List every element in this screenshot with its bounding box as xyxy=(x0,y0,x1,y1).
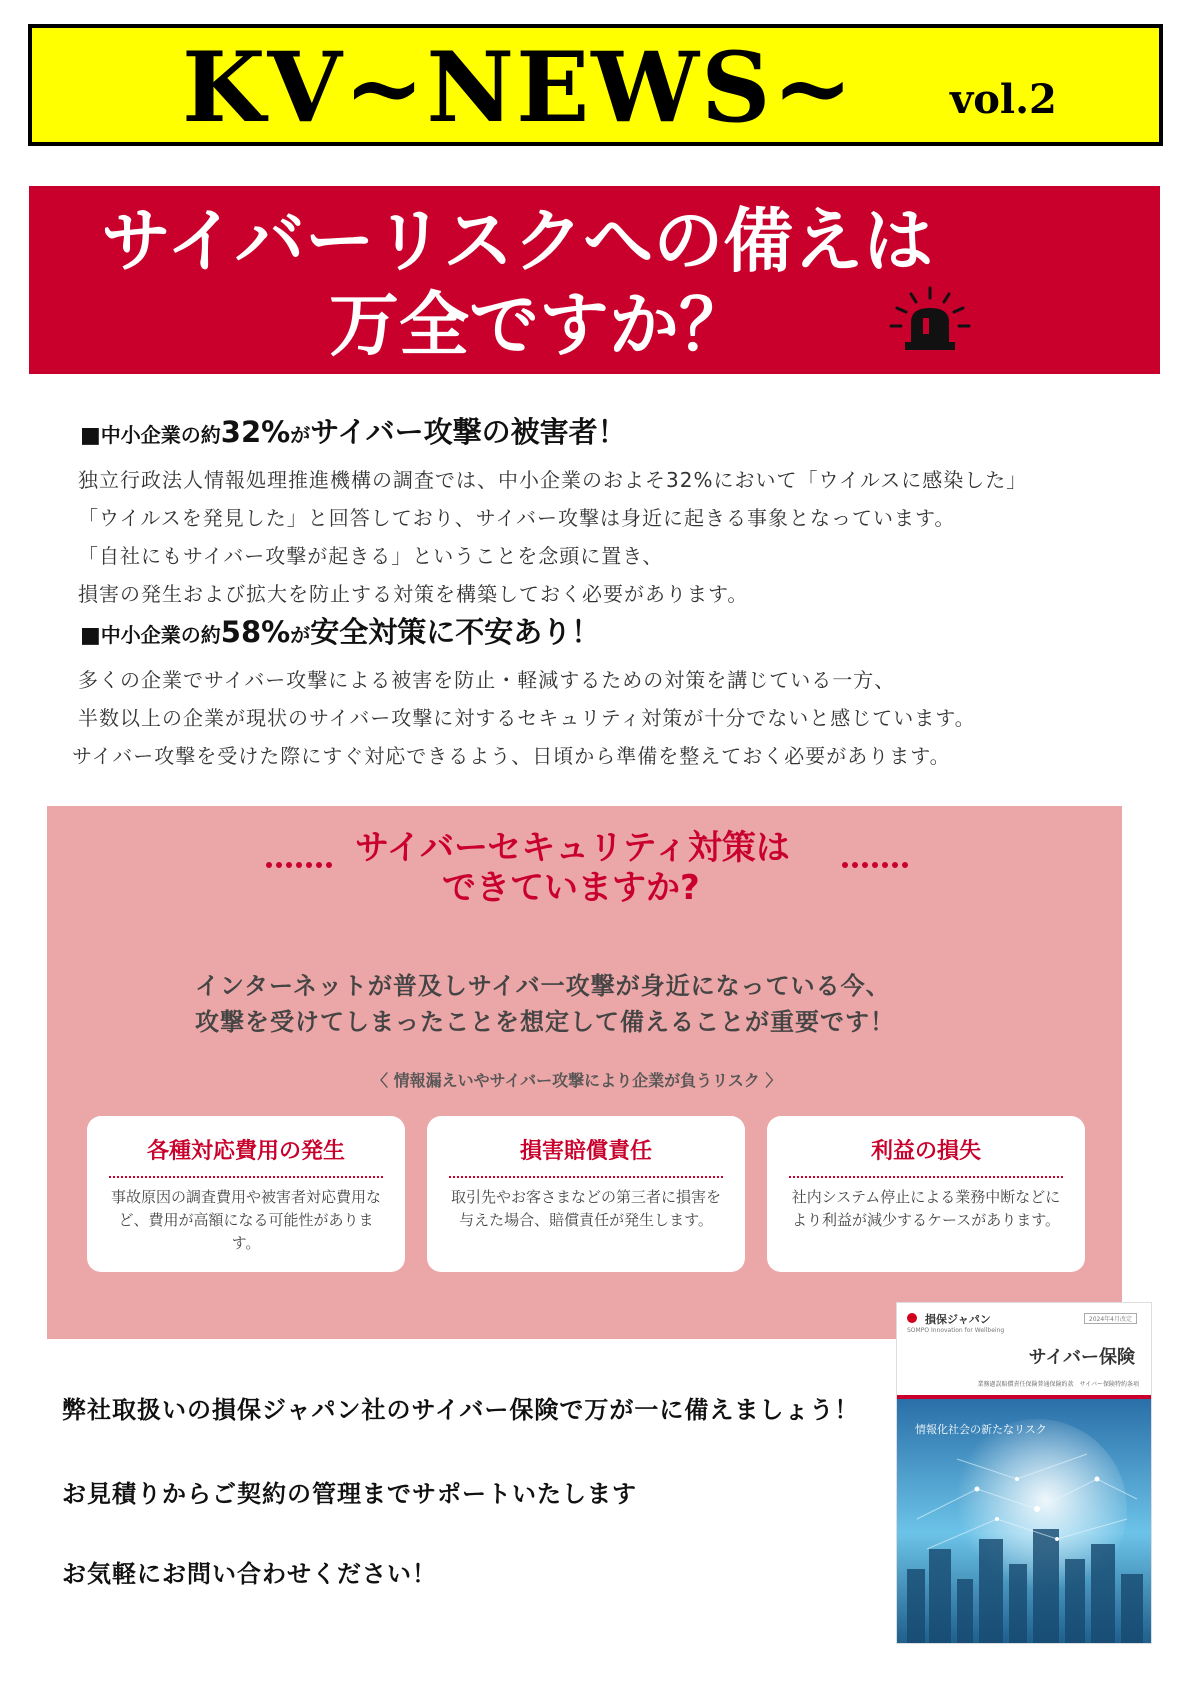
risk-card-divider xyxy=(789,1176,1063,1178)
section1-particle: が xyxy=(290,423,311,447)
section2-bullet: ■ xyxy=(80,623,101,648)
closing-line1: 弊社取扱いの損保ジャパン社のサイバー保険で万が一に備えましょう！ xyxy=(62,1396,860,1424)
risk-card xyxy=(427,1116,745,1272)
siren-icon xyxy=(885,284,975,354)
dotted-ornament-left xyxy=(265,861,333,869)
risk-card xyxy=(767,1116,1085,1272)
section1-line: 「自社にもサイバー攻撃が起きる」ということを念頭に置き、 xyxy=(78,544,664,568)
risk-card-title: 損害賠償責任 xyxy=(519,1139,652,1164)
risk-card-body: 取引先やお客さまなどの第三者に損害を与えた場合、賠償責任が発生します。 xyxy=(450,1188,721,1229)
section2-suffix: 安全対策に不安あり！ xyxy=(310,615,601,649)
section1-prefix: 中小企業の約 xyxy=(100,423,221,447)
risk-card-title: 利益の損失 xyxy=(870,1139,981,1164)
section2-prefix: 中小企業の約 xyxy=(100,623,221,647)
section2-particle: が xyxy=(290,623,311,647)
headline-banner xyxy=(29,186,1160,374)
risk-card-body: 社内システム停止による業務中断などにより利益が減少するケースがあります。 xyxy=(791,1188,1061,1229)
section2-line: 多くの企業でサイバー攻撃による被害を防止・軽減するための対策を講じている一方、 xyxy=(78,668,896,692)
section1-suffix: サイバー攻撃の被害者！ xyxy=(310,415,627,449)
headline-line2: 万全ですか？ xyxy=(329,284,749,366)
security-heading-line1: サイバーセキュリティ対策は xyxy=(355,828,790,868)
risk-caption: 〈 情報漏えいやサイバー攻撃により企業が負うリスク 〉 xyxy=(372,1071,782,1090)
section1-line: 独立行政法人情報処理推進機構の調査では、中小企業のおよそ32%において「ウイルスに感染した」 xyxy=(78,468,1028,492)
section2-line: 半数以上の企業が現状のサイバー攻撃に対するセキュリティ対策が十分でないと感じています。 xyxy=(78,706,976,730)
section2-percent: 58% xyxy=(220,615,291,649)
security-heading-line2: できていますか? xyxy=(442,868,700,908)
risk-card-divider xyxy=(109,1176,383,1178)
section2-heading xyxy=(80,614,600,654)
brochure-subtitle: 業務過誤賠償責任保険普通保険約款 サイバー保険特約条項 xyxy=(977,1381,1139,1388)
brochure-company-sub: SOMPO Innovation for Wellbeing xyxy=(907,1327,1005,1334)
brochure-date: 2024年4月改定 xyxy=(1084,1313,1137,1324)
masthead xyxy=(28,24,1163,146)
sompo-logo-icon xyxy=(907,1313,917,1323)
headline-line1: サイバーリスクへの備えは xyxy=(101,200,934,282)
section1-line: 損害の発生および拡大を防止する対策を構築しておく必要があります。 xyxy=(78,582,749,606)
newsletter-title: KV~NEWS~ xyxy=(182,31,855,144)
closing-line2: お見積りからご契約の管理までサポートいたします xyxy=(62,1480,637,1508)
risk-card-divider xyxy=(449,1176,723,1178)
section1-percent: 32% xyxy=(220,415,291,449)
brochure-company: 損保ジャパン xyxy=(925,1313,991,1326)
risk-card xyxy=(87,1116,405,1272)
security-box xyxy=(47,806,1122,1339)
volume-label: vol.2 xyxy=(950,76,1057,123)
dotted-ornament-right xyxy=(841,861,909,869)
security-lead-line2: 攻撃を受けてしまったことを想定して備えることが重要です！ xyxy=(195,1008,895,1036)
insurance-brochure-image xyxy=(896,1302,1152,1644)
risk-card-body: 事故原因の調査費用や被害者対応費用など、費用が高額になる可能性があります。 xyxy=(110,1188,381,1252)
section2-line: サイバー攻撃を受けた際にすぐ対応できるよう、日頃から準備を整えておく必要があります。 xyxy=(72,744,951,768)
section1-bullet: ■ xyxy=(80,423,101,448)
risk-card-title: 各種対応費用の発生 xyxy=(146,1139,345,1164)
section1-line: 「ウイルスを発見した」と回答しており、サイバー攻撃は身近に起きる事象となっています。 xyxy=(78,506,956,530)
section1-heading xyxy=(80,414,627,454)
brochure-title: サイバー保険 xyxy=(1028,1347,1135,1368)
closing-line3: お気軽にお問い合わせください！ xyxy=(62,1560,437,1588)
security-lead-line1: インターネットが普及しサイバ一攻撃が身近になっている今、 xyxy=(195,972,891,1000)
brochure-tagline: 情報化社会の新たなリスク xyxy=(915,1423,1047,1436)
